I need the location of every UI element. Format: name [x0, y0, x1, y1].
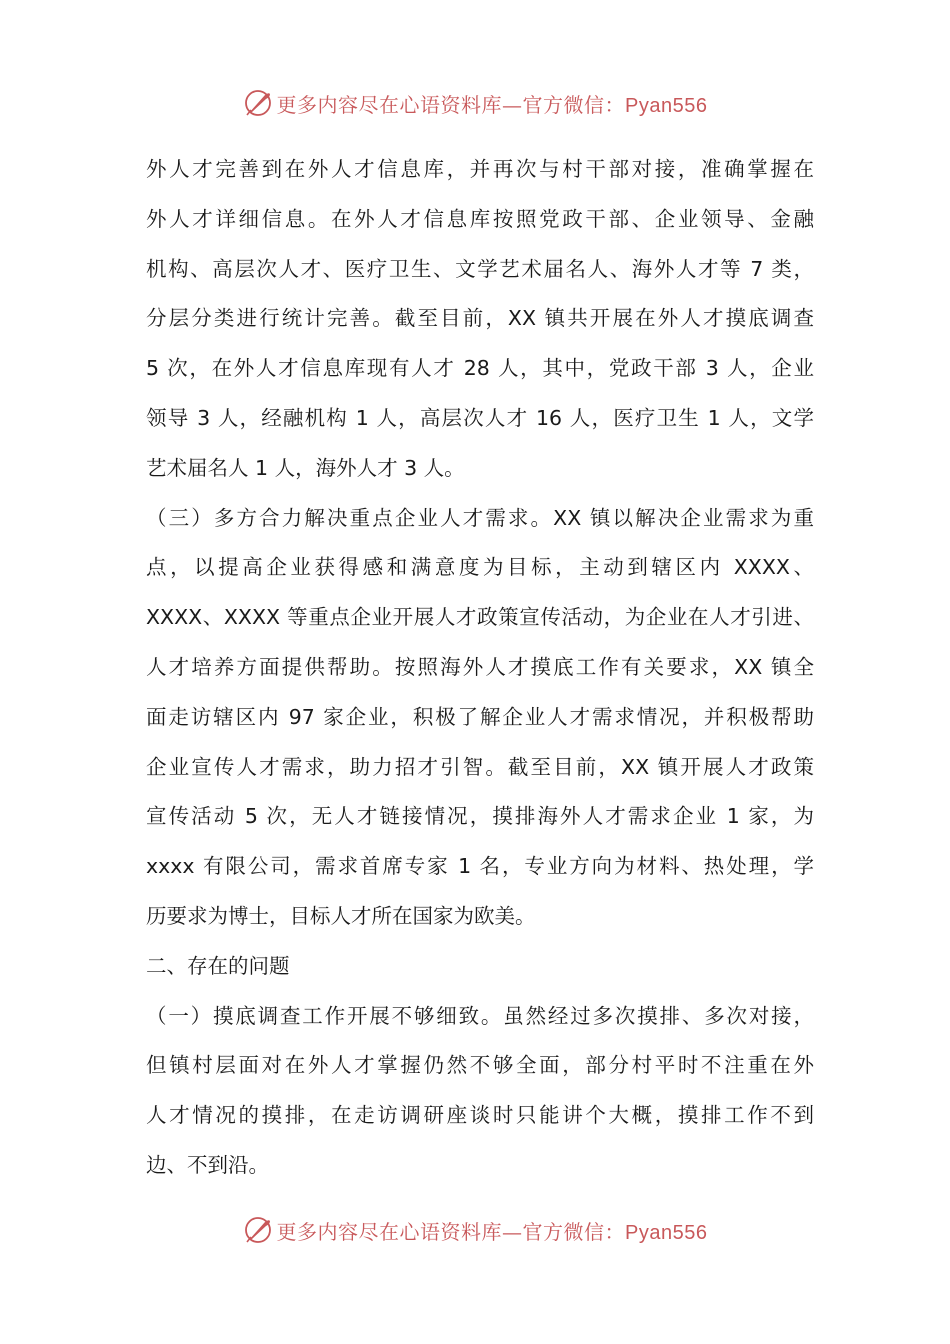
body-line: 边、不到沿。 — [146, 1152, 269, 1177]
footer-banner-cn: 更多内容尽在心语资料库—官方微信： — [276, 1219, 626, 1244]
section-heading-line: （一）摸底调查工作开展不够细致。虽然经过多次摸排、多次对接， — [146, 1003, 814, 1028]
document-body — [146, 145, 814, 1191]
header-banner-wechat-id: Pyan556 — [625, 94, 708, 117]
body-line: 分层分类进行统计完善。截至目前，XX 镇共开展在外人才摸底调查 — [146, 306, 814, 331]
section-title: 二、存在的问题 — [146, 953, 290, 978]
body-line: 外人才完善到在外人才信息库，并再次与村干部对接，准确掌握在 — [146, 157, 814, 181]
header-banner-text — [277, 89, 708, 118]
quill-pen-logo-icon — [243, 88, 273, 118]
body-line: 艺术届名人 1 人，海外人才 3 人。 — [146, 455, 465, 480]
body-line: 点，以提高企业获得感和满意度为目标，主动到辖区内 XXXX、 — [146, 555, 814, 580]
body-line: XXXX、XXXX 等重点企业开展人才政策宣传活动，为企业在人才引进、 — [146, 605, 814, 630]
body-line: 领导 3 人，经融机构 1 人，高层次人才 16 人，医疗卫生 1 人，文学 — [146, 405, 814, 430]
body-line: xxxx 有限公司，需求首席专家 1 名，专业方向为材料、热处理，学 — [146, 854, 814, 879]
body-line: 人才情况的摸排，在走访调研座谈时只能讲个大概，摸排工作不到 — [146, 1103, 814, 1128]
body-line: 人才培养方面提供帮助。按照海外人才摸底工作有关要求，XX 镇全 — [146, 654, 814, 679]
body-line: 机构、高层次人才、医疗卫生、文学艺术届名人、海外人才等 7 类， — [146, 256, 814, 281]
header-banner-cn: 更多内容尽在心语资料库—官方微信： — [276, 92, 626, 117]
quill-pen-logo-icon — [243, 1215, 273, 1245]
header-banner — [0, 83, 950, 123]
body-line: 5 次，在外人才信息库现有人才 28 人，其中，党政干部 3 人，企业 — [146, 356, 814, 381]
body-line: 企业宣传人才需求，助力招才引智。截至目前，XX 镇开展人才政策 — [146, 754, 814, 779]
body-line: 历要求为博士，目标人才所在国家为欧美。 — [146, 903, 536, 928]
body-line: 但镇村层面对在外人才掌握仍然不够全面，部分村平时不注重在外 — [146, 1053, 814, 1078]
footer-banner-wechat-id: Pyan556 — [625, 1221, 708, 1244]
body-line: 宣传活动 5 次，无人才链接情况，摸排海外人才需求企业 1 家，为 — [146, 804, 814, 829]
section-heading-line: （三）多方合力解决重点企业人才需求。XX 镇以解决企业需求为重 — [146, 505, 814, 530]
footer-banner-text — [277, 1216, 708, 1245]
footer-banner — [0, 1210, 950, 1250]
body-line: 外人才详细信息。在外人才信息库按照党政干部、企业领导、金融 — [146, 206, 814, 231]
body-line: 面走访辖区内 97 家企业，积极了解企业人才需求情况，并积极帮助 — [146, 704, 814, 729]
